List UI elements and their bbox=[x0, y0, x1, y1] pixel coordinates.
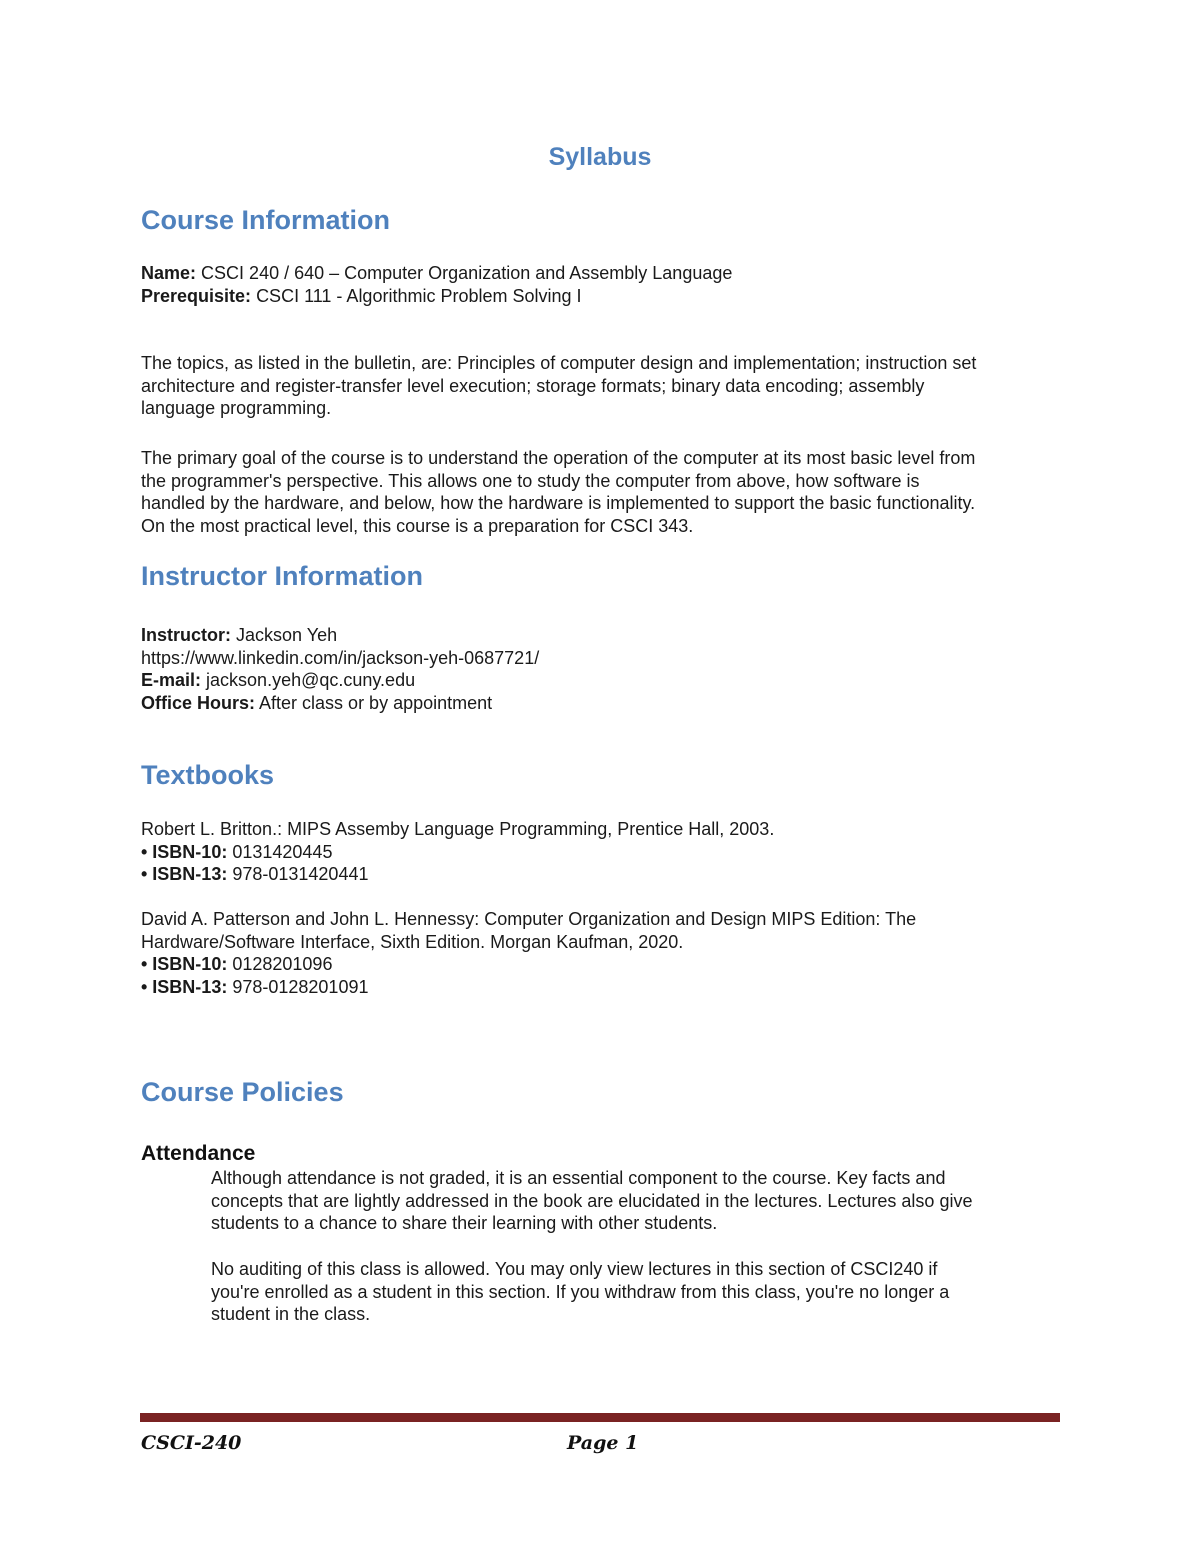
instructor-name: Jackson Yeh bbox=[236, 625, 338, 645]
isbn-13-line bbox=[141, 863, 1061, 886]
auditing-paragraph bbox=[211, 1258, 1061, 1326]
textbook-citation: David A. Patterson and John L. Hennessy: Computer Organization and Design MIPS Edition: The bbox=[141, 909, 917, 929]
isbn-13-line bbox=[141, 976, 1061, 999]
isbn-10-value: 0128201096 bbox=[232, 954, 333, 975]
footer-page-number: Page 1 bbox=[567, 1432, 639, 1454]
goal-line: handled by the hardware, and below, how the hardware is implemented to support the basic functionality. bbox=[141, 493, 976, 514]
isbn-10-line bbox=[141, 953, 1061, 976]
office-hours-label: Office Hours: bbox=[141, 692, 256, 713]
textbook-citation: Hardware/Software Interface, Sixth Edition. Morgan Kaufman, 2020. bbox=[141, 931, 684, 952]
isbn-10-value: 0131420445 bbox=[232, 841, 333, 862]
prerequisite-value: CSCI 111 - Algorithmic Problem Solving I bbox=[256, 285, 582, 306]
course-name-label: Name: bbox=[141, 263, 197, 283]
textbook-2 bbox=[141, 908, 1061, 998]
goal-line: The primary goal of the course is to understand the operation of the computer at its most basic level from bbox=[141, 448, 976, 468]
attendance-line: students to a chance to share their learning with other students. bbox=[211, 1213, 718, 1234]
instructor-line bbox=[141, 624, 1061, 647]
office-hours-value: After class or by appointment bbox=[259, 692, 493, 713]
attendance-line: concepts that are lightly addressed in the book are elucidated in the lectures. Lectures also give bbox=[211, 1190, 973, 1211]
instructor-label: Instructor: bbox=[141, 625, 231, 645]
goal-line: On the most practical level, this course is a preparation for CSCI 343. bbox=[141, 515, 694, 536]
isbn-13-value: 978-0128201091 bbox=[232, 976, 369, 997]
footer-rule bbox=[140, 1413, 1060, 1422]
course-policies-heading: Course Policies bbox=[141, 1077, 344, 1107]
course-information-heading: Course Information bbox=[141, 205, 391, 235]
topics-line: architecture and register-transfer level execution; storage formats; binary data encoding; assembly bbox=[141, 375, 925, 396]
auditing-line: No auditing of this class is allowed. You may only view lectures in this section of CSCI240 if bbox=[211, 1259, 938, 1279]
topics-line: language programming. bbox=[141, 398, 332, 419]
page-title: Syllabus bbox=[548, 143, 652, 171]
auditing-line: you're enrolled as a student in this section. If you withdraw from this class, you're no longer a bbox=[211, 1281, 950, 1302]
email-label: E-mail: bbox=[141, 670, 202, 691]
isbn-10-label: • ISBN-10: bbox=[141, 841, 228, 862]
goal-line: the programmer's perspective. This allows one to study the computer from above, how software is bbox=[141, 470, 920, 491]
auditing-line: student in the class. bbox=[211, 1304, 371, 1325]
attendance-paragraph bbox=[211, 1167, 1061, 1235]
course-name-prereq bbox=[141, 262, 1061, 307]
topics-paragraph bbox=[141, 352, 1061, 420]
instructor-details bbox=[141, 624, 1061, 714]
course-name-value: CSCI 240 / 640 – Computer Organization and Assembly Language bbox=[201, 263, 733, 283]
prerequisite-label: Prerequisite: bbox=[141, 285, 252, 306]
linkedin-link[interactable]: https://www.linkedin.com/in/jackson-yeh-0687721/ bbox=[141, 647, 540, 668]
email-line bbox=[141, 669, 1061, 692]
goal-paragraph bbox=[141, 447, 1061, 537]
instructor-information-heading: Instructor Information bbox=[141, 561, 423, 591]
textbooks-heading: Textbooks bbox=[141, 760, 275, 790]
isbn-10-line bbox=[141, 841, 1061, 864]
attendance-line: Although attendance is not graded, it is an essential component to the course. Key facts and bbox=[211, 1168, 946, 1188]
footer-course-code: CSCI-240 bbox=[141, 1432, 242, 1454]
course-name-line bbox=[141, 262, 1061, 285]
prerequisite-line bbox=[141, 285, 1061, 308]
isbn-13-label: • ISBN-13: bbox=[141, 976, 228, 997]
isbn-13-label: • ISBN-13: bbox=[141, 864, 228, 885]
office-hours-line bbox=[141, 692, 1061, 715]
isbn-13-value: 978-0131420441 bbox=[232, 864, 369, 885]
textbook-citation: Robert L. Britton.: MIPS Assemby Language Programming, Prentice Hall, 2003. bbox=[141, 819, 775, 839]
email-value[interactable]: jackson.yeh@qc.cuny.edu bbox=[206, 670, 416, 691]
textbook-1 bbox=[141, 818, 1061, 886]
isbn-10-label: • ISBN-10: bbox=[141, 954, 228, 975]
attendance-heading: Attendance bbox=[141, 1142, 256, 1165]
topics-line: The topics, as listed in the bulletin, are: Principles of computer design and implementation; instruction set bbox=[141, 353, 977, 373]
